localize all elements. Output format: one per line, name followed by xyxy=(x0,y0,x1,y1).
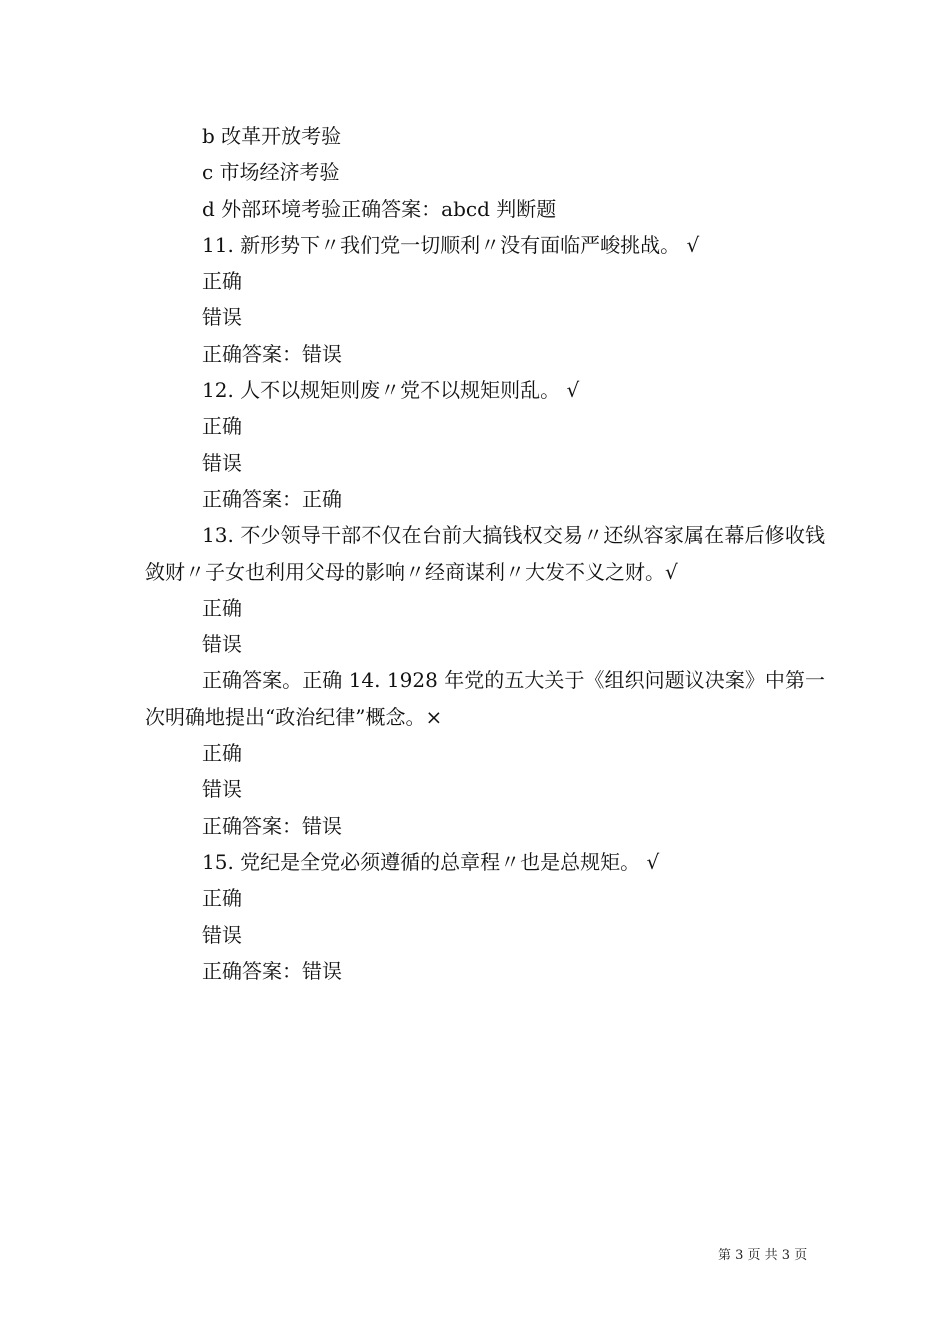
question-12: 12. 人不以规矩则废〃党不以规矩则乱。 √ xyxy=(202,378,580,403)
q12-answer: 正确答案：正确 xyxy=(202,486,342,511)
option-c: c 市场经济考验 xyxy=(202,160,340,185)
page-footer: 第 3 页 共 3 页 xyxy=(718,1248,808,1263)
q11-option-true: 正确 xyxy=(202,269,242,294)
q14-option-false: 错误 xyxy=(202,777,242,802)
q12-option-true: 正确 xyxy=(202,414,242,439)
q14-answer: 正确答案：错误 xyxy=(202,813,342,838)
q15-option-true: 正确 xyxy=(202,886,242,911)
q13-option-false: 错误 xyxy=(202,632,242,657)
question-15: 15. 党纪是全党必须遵循的总章程〃也是总规矩。 √ xyxy=(202,849,660,874)
document-body xyxy=(145,118,825,989)
option-b: b 改革开放考验 xyxy=(202,124,342,148)
q12-option-false: 错误 xyxy=(202,450,242,475)
q13-option-true: 正确 xyxy=(202,595,242,620)
q15-option-false: 错误 xyxy=(202,922,242,947)
question-13: 13. 不少领导干部不仅在台前大搞钱权交易〃还纵容家属在幕后修收钱敛财〃子女也利用父母的影响〃经商谋利〃大发不义之财。√ xyxy=(145,523,825,584)
q11-option-false: 错误 xyxy=(202,305,242,330)
q15-answer: 正确答案：错误 xyxy=(202,958,342,983)
question-11: 11. 新形势下〃我们党一切顺利〃没有面临严峻挑战。 √ xyxy=(202,232,700,257)
option-d-with-answer: d 外部环境考验正确答案：abcd 判断题 xyxy=(202,196,557,221)
q13-answer-and-question-14: 正确答案。正确 14. 1928 年党的五大关于《组织问题议决案》中第一次明确地提出“政治纪律”概念。× xyxy=(145,668,825,729)
q14-option-true: 正确 xyxy=(202,741,242,766)
q11-answer: 正确答案：错误 xyxy=(202,341,342,366)
